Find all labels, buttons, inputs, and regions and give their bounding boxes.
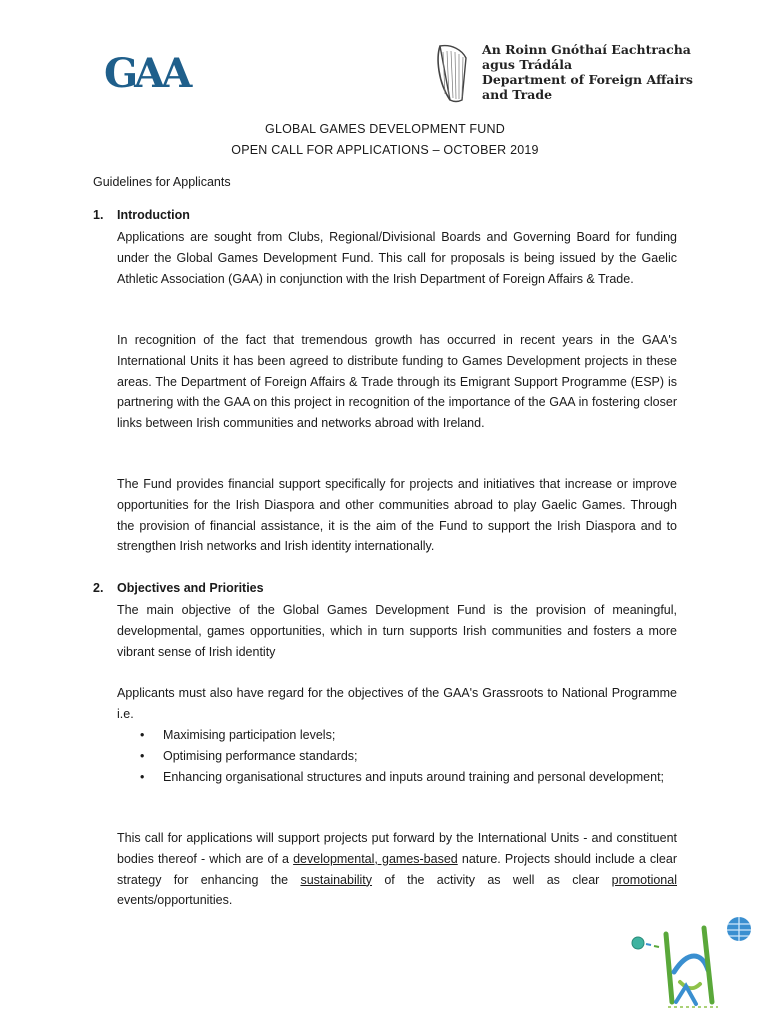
- priorities-list: [140, 725, 678, 787]
- gaa-logo: [104, 54, 202, 94]
- ministry-line-4: and Trade: [482, 87, 553, 102]
- section-2-paragraph-1: The main objective of the Global Games Development Fund is the provision of meaningful, developmental, games opportunities, which in turn supports Irish communities and fosters a more vibrant sense of Irish identity: [117, 603, 677, 659]
- para3-text-b: nature. Projects should include a clear strategy for enhancing the: [117, 851, 677, 887]
- list-item: • Maximising participation levels;: [140, 725, 678, 746]
- para3-text-c: of the activity as well as clear: [372, 872, 612, 887]
- section-1-paragraph-1: Applications are sought from Clubs, Regional/Divisional Boards and Governing Board for funding under the Global Games Development Fund. This call for proposals is being issued by the Gaelic Athletic Association (GAA) in conjunction with the Irish Department of Foreign Affairs & Trade.: [117, 230, 677, 286]
- document-title-line-1: GLOBAL GAMES DEVELOPMENT FUND: [265, 122, 505, 136]
- underline-developmental: developmental, games-based: [293, 851, 458, 866]
- list-item: • Optimising performance standards;: [140, 746, 678, 767]
- underline-sustainability: sustainability: [300, 872, 373, 887]
- guidelines-subtitle: Guidelines for Applicants: [93, 175, 231, 189]
- ministry-line-2: agus Trádála: [482, 57, 573, 72]
- section-2-title: Objectives and Priorities: [117, 581, 264, 595]
- underline-promotional: promotional: [611, 872, 677, 887]
- section-1-paragraph-3: The Fund provides financial support specifically for projects and initiatives that increase or improve opportunities for the Irish Diaspora and other communities abroad to play Gaelic Games. Through the provision of financial assistance, it is the aim of the Fund to support the Irish Diaspora and to strengthen Irish networks and Irish identity internationally.: [117, 477, 677, 554]
- para3-text-d: events/opportunities.: [117, 893, 233, 908]
- section-2-number: 2.: [93, 581, 104, 595]
- section-1-paragraph-2: In recognition of the fact that tremendous growth has occurred in recent years in the GAA's International Units it has been agreed to distribute funding to Games Development projects in these areas. The Department of Foreign Affairs & Trade through its Emigrant Support Programme (ESP) is partnering with the GAA on this project in recognition of the importance of the GAA in fostering closer links between Irish communities and networks abroad with Ireland.: [117, 333, 677, 431]
- games-illustration: [628, 912, 758, 1012]
- section-2-paragraph-3: [117, 828, 677, 911]
- list-item: • Enhancing organisational structures and inputs around training and personal development;: [140, 767, 678, 788]
- section-1-heading: [93, 208, 190, 222]
- section-1-number: 1.: [93, 208, 104, 222]
- svg-text:GAA: GAA: [104, 54, 189, 94]
- ministry-line-1: An Roinn Gnóthaí Eachtracha: [482, 42, 691, 57]
- section-2-paragraph-2: Applicants must also have regard for the objectives of the GAA's Grassroots to National Programme i.e.: [117, 686, 677, 721]
- ministry-line-3: Department of Foreign Affairs: [482, 72, 693, 87]
- section-1-title: Introduction: [117, 208, 190, 222]
- document-title-line-2: OPEN CALL FOR APPLICATIONS – OCTOBER 2019: [231, 143, 539, 157]
- harp-icon: [432, 42, 472, 104]
- para3-text-a: This call for applications will support projects put forward by the International Units - and constituent bodies thereof - which are of a: [117, 831, 677, 866]
- dfa-wordmark: [482, 42, 722, 102]
- section-2-heading: [93, 581, 264, 595]
